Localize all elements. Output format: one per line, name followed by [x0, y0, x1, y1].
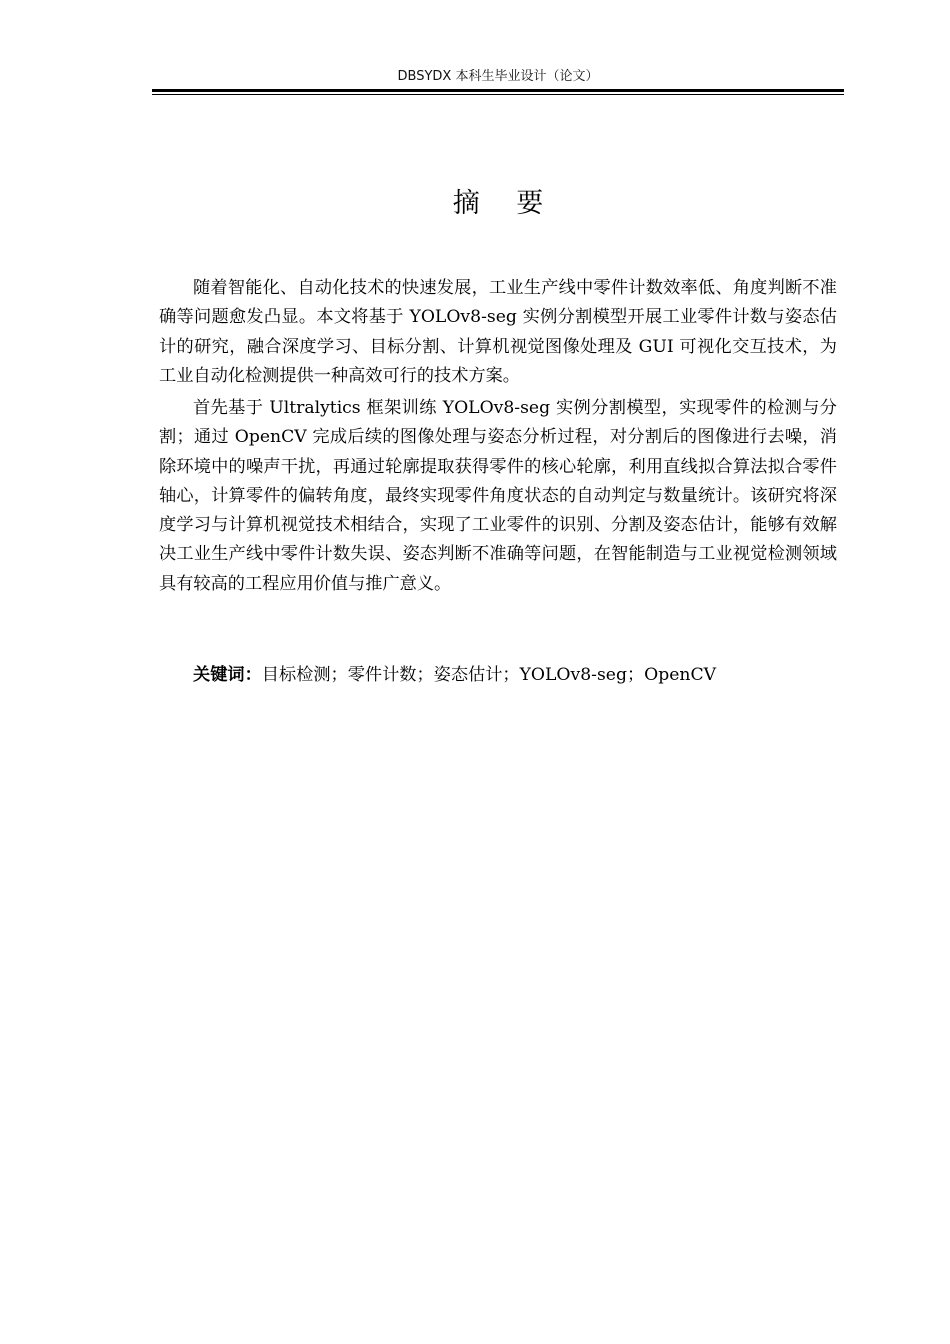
keywords-line [193, 661, 716, 690]
abstract-paragraph-1: 随着智能化、自动化技术的快速发展，工业生产线中零件计数效率低、角度判断不准确等问题愈发凸显。本文将基于 YOLOv8-seg 实例分割模型开展工业零件计数与姿态估计的研究，融合深度学习、目标分割、计算机视觉图像处理及 GUI 可视化交互技术，为工业自动化检测提供一种高效可行的技术方案。 [159, 278, 837, 386]
abstract-paragraph-2: 首先基于 Ultralytics 框架训练 YOLOv8-seg 实例分割模型，实现零件的检测与分割；通过 OpenCV 完成后续的图像处理与姿态分析过程，对分割后的图像进行去噪，消除环境中的噪声干扰，再通过轮廓提取获得零件的核心轮廓，利用直线拟合算法拟合零件轴心，计算零件的偏转角度，最终实现零件角度状态的自动判定与数量统计。该研究将深度学习与计算机视觉技术相结合，实现了工业零件的识别、分割及姿态估计，能够有效解决工业生产线中零件计数失误、姿态判断不准确等问题，在智能制造与工业视觉检测领域具有较高的工程应用价值与推广意义。 [159, 398, 837, 594]
running-title: DBSYDX 本科生毕业设计（论文） [397, 69, 599, 84]
abstract-title: 摘 要 [452, 188, 558, 219]
header-rule-thick [152, 89, 844, 92]
keywords-label: 关键词： [193, 665, 262, 685]
keywords-value: 目标检测；零件计数；姿态估计；YOLOv8-seg；OpenCV [261, 665, 717, 685]
header-rule-thin [152, 94, 844, 95]
